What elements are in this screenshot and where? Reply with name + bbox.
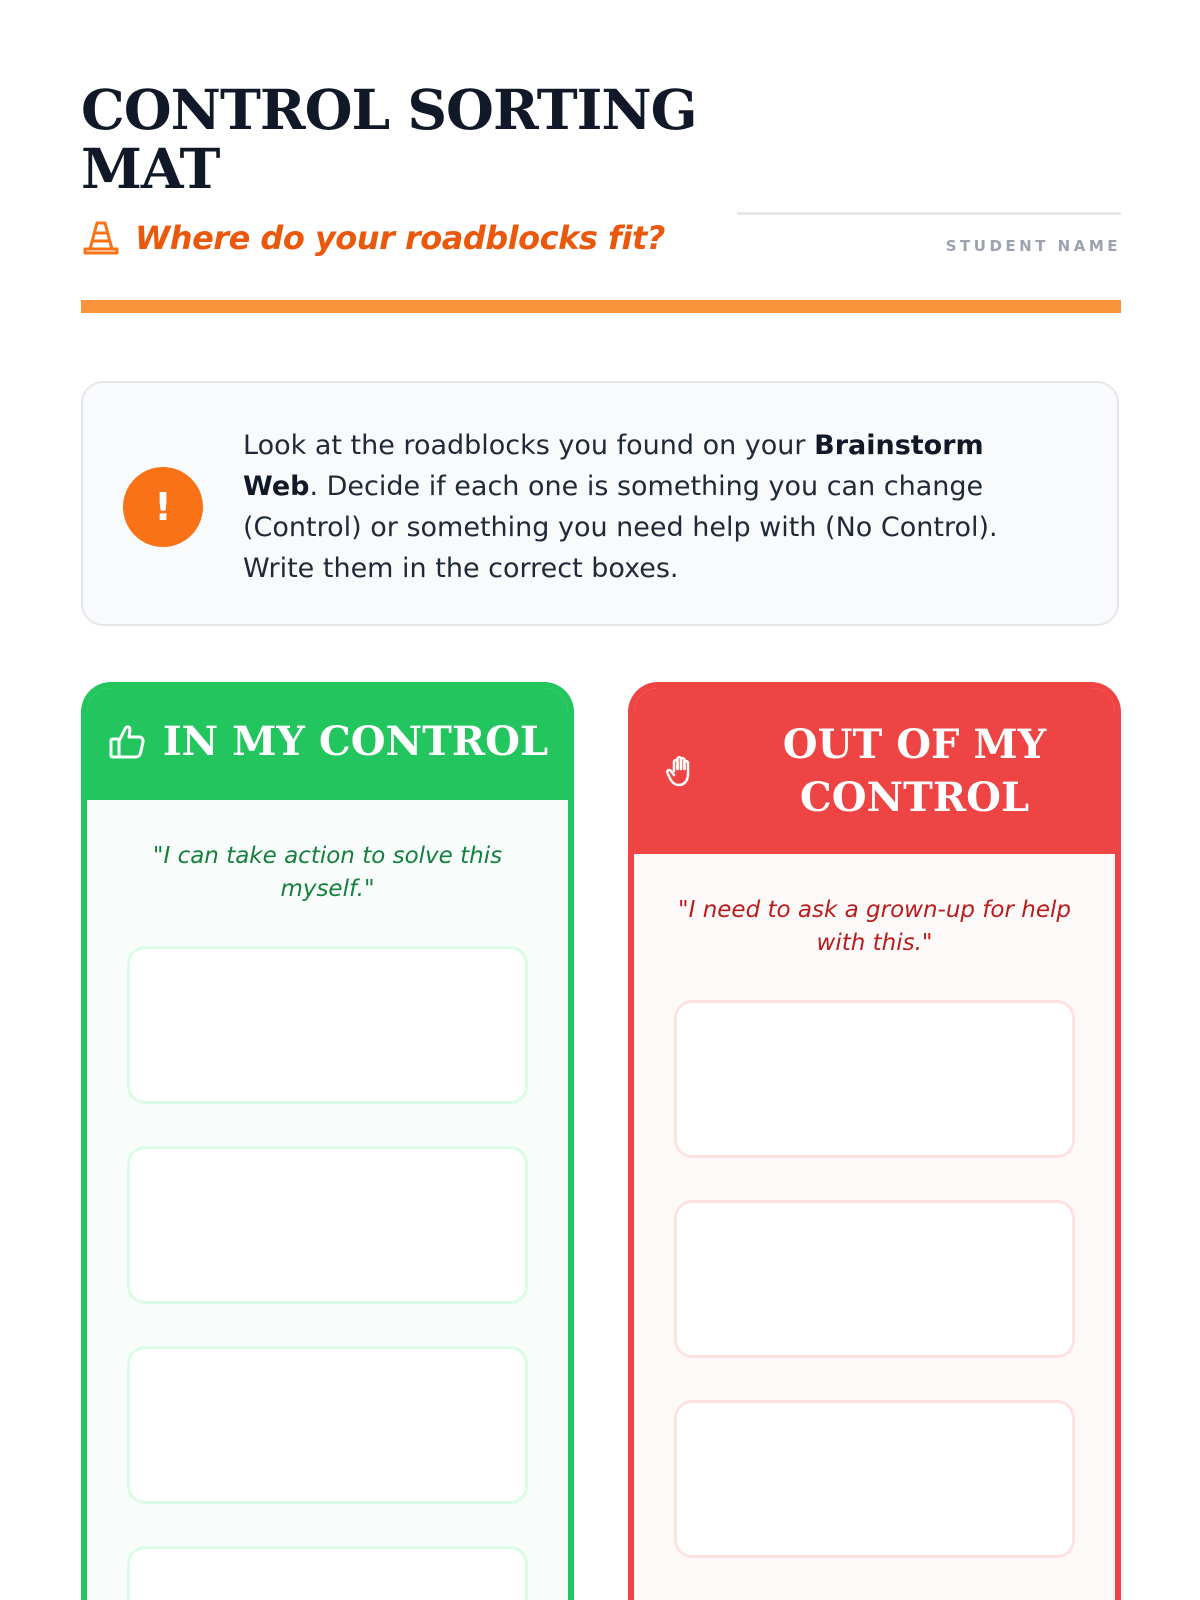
- subtitle-text: Where do your roadblocks fit?: [135, 219, 665, 257]
- out-of-my-control-boxes: [634, 1000, 1115, 1600]
- raised-hand-icon: [664, 754, 698, 788]
- student-name-label: STUDENT NAME: [945, 237, 1121, 255]
- subtitle: [81, 214, 665, 262]
- in-my-control-header: [87, 688, 568, 800]
- exclamation-icon: !: [123, 467, 203, 547]
- instructions-box: [81, 381, 1119, 626]
- header-divider: [81, 300, 1121, 313]
- writing-box[interactable]: [127, 1146, 528, 1304]
- writing-box[interactable]: [674, 1400, 1075, 1558]
- in-my-control-column: [81, 682, 574, 1600]
- out-of-my-control-header: [634, 688, 1115, 854]
- out-of-my-control-quote: "I need to ask a grown-up for help with this.": [678, 897, 1071, 956]
- writing-box[interactable]: [674, 1000, 1075, 1158]
- in-my-control-title: IN MY CONTROL: [162, 717, 549, 765]
- instructions-text-bold: Brainstorm Web: [243, 430, 984, 502]
- in-my-control-boxes: [87, 946, 568, 1600]
- traffic-cone-icon: [81, 218, 121, 258]
- in-my-control-quote: "I can take action to solve this myself.": [152, 843, 503, 902]
- worksheet-page: [81, 0, 1121, 1600]
- out-of-my-control-title: OUT OF MY CONTROL: [782, 721, 1047, 821]
- page-title: CONTROL SORTING MAT: [81, 77, 697, 201]
- writing-box[interactable]: [127, 1346, 528, 1504]
- student-name-line[interactable]: [737, 212, 1121, 215]
- writing-box[interactable]: [127, 946, 528, 1104]
- instructions-text-end: . Decide if each one is something you can change (Control) or something you need help with (No Control). Write them in the correct boxes.: [243, 471, 998, 584]
- thumbs-up-icon: [107, 721, 147, 761]
- writing-box[interactable]: [674, 1200, 1075, 1358]
- writing-box[interactable]: [127, 1546, 528, 1600]
- instructions-text: [243, 425, 1063, 589]
- out-of-my-control-column: [628, 682, 1121, 1600]
- instructions-text-start: Look at the roadblocks you found on your: [243, 430, 815, 461]
